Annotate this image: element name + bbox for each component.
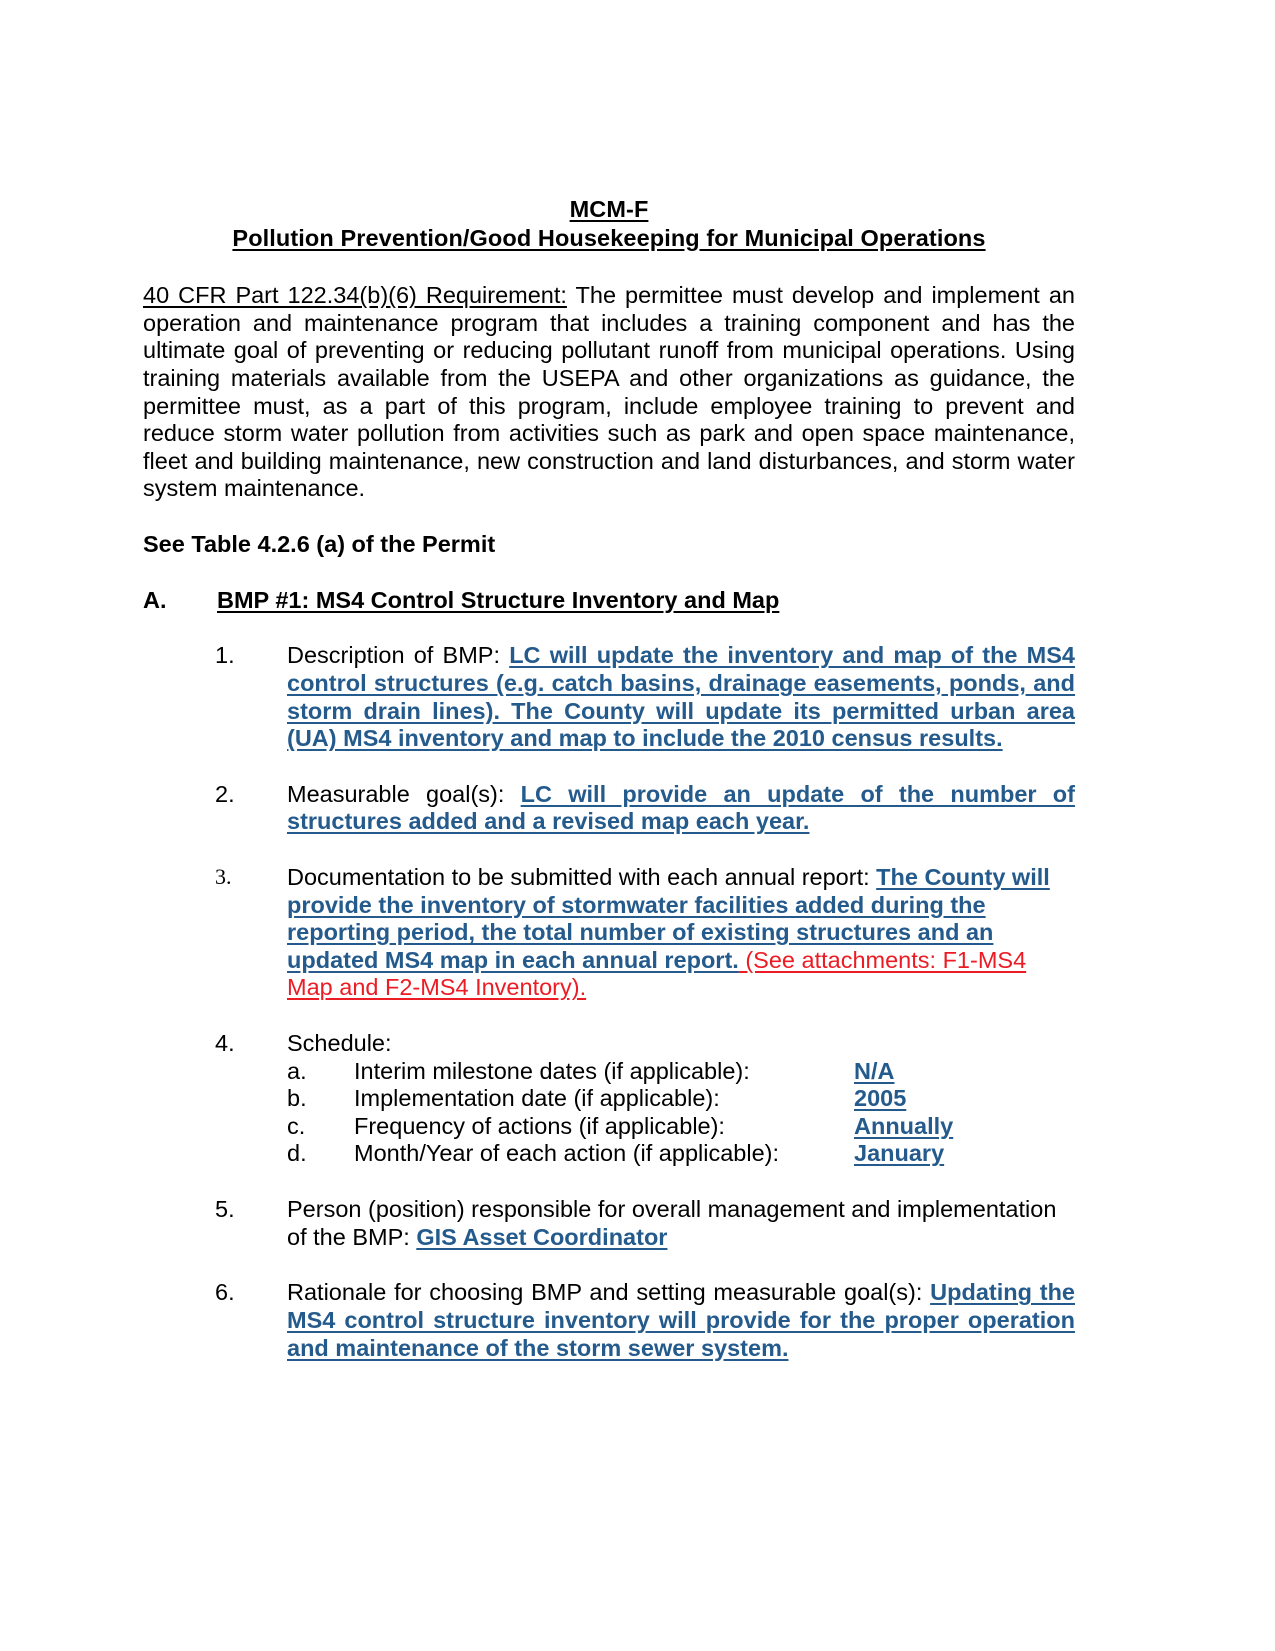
item-body xyxy=(287,1030,1075,1168)
schedule-letter: d. xyxy=(287,1140,307,1167)
see-table-note: See Table 4.2.6 (a) of the Permit xyxy=(143,531,496,558)
item-label: Documentation to be submitted with each annual report: xyxy=(287,863,877,890)
schedule-letter: c. xyxy=(287,1112,306,1139)
item-body xyxy=(287,1196,1075,1251)
document-body xyxy=(143,196,1075,1362)
item-marker: 1. xyxy=(215,642,235,669)
item-answer: The County will provide the inventory of stormwater facilities added during the reporting period, the total number of existing structures and an updated MS4 map in each annual report. xyxy=(287,863,1050,973)
item-label: Measurable goal(s): xyxy=(287,780,521,807)
item-answer: Updating the MS4 control structure inventory will provide for the proper operation and maintenance of the storm sewer system. xyxy=(287,1279,1075,1361)
requirement-label: 40 CFR Part 122.34(b)(6) Requirement: xyxy=(143,282,567,309)
title-line-2 xyxy=(143,225,1075,253)
item-body xyxy=(287,781,1075,836)
schedule-row-c xyxy=(287,1113,1075,1141)
bmp-item-6 xyxy=(143,1279,1075,1362)
item-attachment-note: (See attachments: F1-MS4 Map and F2-MS4 Inventory). xyxy=(287,946,1027,1001)
schedule-value: Annually xyxy=(854,1112,954,1139)
item-answer: LC will provide an update of the number of structures added and a revised map each year. xyxy=(287,780,1075,835)
bmp-item-list xyxy=(143,642,1075,1362)
item-answer: LC will update the inventory and map of the MS4 control structures (e.g. catch basins, drainage easements, ponds, and storm drain lines). The County will update its permitted urban area (UA) MS4 inventory and map to include the 2010 census results. xyxy=(287,642,1076,752)
bmp-item-5 xyxy=(143,1196,1075,1251)
item-body xyxy=(287,864,1075,1002)
item-marker: 6. xyxy=(215,1279,235,1306)
schedule-row-a xyxy=(287,1058,1075,1086)
document-title-block xyxy=(143,196,1075,252)
item-body xyxy=(287,1279,1075,1362)
bmp-item-2 xyxy=(143,781,1075,836)
bmp-item-1 xyxy=(143,642,1075,752)
item-label: Description of BMP: xyxy=(287,642,510,669)
schedule-row-b xyxy=(287,1085,1075,1113)
schedule-letter: a. xyxy=(287,1057,307,1084)
item-label: Person (position) responsible for overall management and implementation of the BMP: xyxy=(287,1196,1057,1250)
schedule-label: Interim milestone dates (if applicable): xyxy=(354,1057,750,1084)
schedule-row-d xyxy=(287,1140,1075,1168)
title-line-1 xyxy=(143,196,1075,224)
schedule-value: 2005 xyxy=(854,1085,907,1112)
schedule-label: Implementation date (if applicable): xyxy=(354,1085,720,1112)
title-line-1-text: MCM-F xyxy=(569,196,649,222)
schedule-value: N/A xyxy=(854,1057,895,1084)
item-label: Schedule: xyxy=(287,1030,392,1057)
item-marker: 5. xyxy=(215,1196,235,1223)
bmp-item-4 xyxy=(143,1030,1075,1168)
requirement-text: The permittee must develop and implement an operation and maintenance program that includes a training component and has the ultimate goal of preventing or reducing pollutant runoff from municipal operations. Using training materials available from the USEPA and other organizations as guidance, the permittee must, as a part of this program, include employee training to prevent and reduce storm water pollution from activities such as park and open space maintenance, fleet and building maintenance, new construction and land disturbances, and storm water system maintenance. xyxy=(143,282,1075,502)
section-title: BMP #1: MS4 Control Structure Inventory and Map xyxy=(217,586,780,613)
schedule-value: January xyxy=(854,1140,945,1167)
schedule-letter: b. xyxy=(287,1085,307,1112)
item-body xyxy=(287,642,1075,752)
requirement-paragraph xyxy=(143,282,1075,503)
schedule-list xyxy=(287,1058,1075,1168)
item-marker: 3. xyxy=(215,863,232,889)
item-label: Rationale for choosing BMP and setting measurable goal(s): xyxy=(287,1279,931,1306)
item-marker: 2. xyxy=(215,780,235,807)
schedule-label: Month/Year of each action (if applicable): xyxy=(354,1140,779,1167)
section-heading xyxy=(143,587,1075,615)
schedule-label: Frequency of actions (if applicable): xyxy=(354,1112,725,1139)
bmp-item-3 xyxy=(143,864,1075,1002)
title-line-2-text: Pollution Prevention/Good Housekeeping for Municipal Operations xyxy=(232,224,986,251)
item-marker: 4. xyxy=(215,1030,235,1057)
item-answer: GIS Asset Coordinator xyxy=(416,1223,668,1250)
section-letter: A. xyxy=(143,586,167,613)
